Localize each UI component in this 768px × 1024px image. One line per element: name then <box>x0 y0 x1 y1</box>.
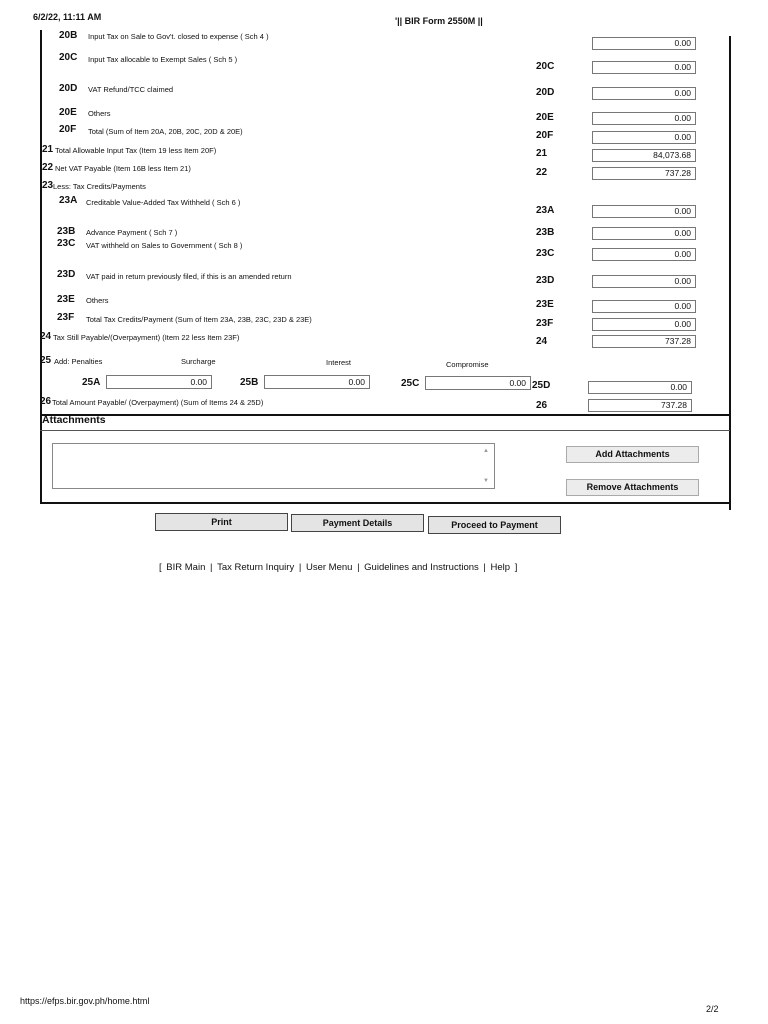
item-23e-number: 23E <box>57 294 75 305</box>
scroll-up-icon[interactable]: ▲ <box>483 448 489 454</box>
footer-nav <box>158 562 518 573</box>
attachments-list[interactable] <box>52 443 495 489</box>
item-23d-field[interactable]: 0.00 <box>592 275 696 288</box>
item-23a-number: 23A <box>59 195 78 206</box>
item-25d-field[interactable]: 0.00 <box>588 381 692 394</box>
item-24-field[interactable]: 737.28 <box>592 335 696 348</box>
item-20c-number: 20C <box>59 52 78 63</box>
item-23-number: 23 <box>42 180 54 191</box>
item-23c-label: VAT withheld on Sales to Government ( Sch 8 ) <box>86 241 243 250</box>
item-25a-code: 25A <box>82 377 101 388</box>
item-20b-label: Input Tax on Sale to Gov't. closed to expense ( Sch 4 ) <box>88 32 269 41</box>
item-22-number: 22 <box>42 162 54 173</box>
add-attachments-button[interactable]: Add Attachments <box>566 446 699 463</box>
item-22-label: Net VAT Payable (Item 16B less Item 21) <box>55 164 191 173</box>
payment-details-button[interactable]: Payment Details <box>291 514 424 532</box>
item-20c-code: 20C <box>536 61 555 72</box>
item-23e-code: 23E <box>536 299 554 310</box>
item-20b-number: 20B <box>59 30 78 41</box>
item-20c-label: Input Tax allocable to Exempt Sales ( Sch 5 ) <box>88 55 238 64</box>
attachments-scrollbar[interactable] <box>482 446 492 486</box>
item-22-field[interactable]: 737.28 <box>592 167 696 180</box>
item-26-field[interactable]: 737.28 <box>588 399 692 412</box>
interest-field[interactable]: 0.00 <box>264 375 370 389</box>
remove-attachments-button[interactable]: Remove Attachments <box>566 479 699 496</box>
item-23b-label: Advance Payment ( Sch 7 ) <box>86 228 178 237</box>
item-20c-field[interactable]: 0.00 <box>592 61 696 74</box>
item-20d-field[interactable]: 0.00 <box>592 87 696 100</box>
item-23b-field[interactable]: 0.00 <box>592 227 696 240</box>
item-21-label: Total Allowable Input Tax (Item 19 less Item 20F) <box>55 146 217 155</box>
item-23a-code: 23A <box>536 205 555 216</box>
nav-separator: | <box>357 562 360 573</box>
item-26-number: 26 <box>40 396 52 407</box>
item-23d-code: 23D <box>536 275 555 286</box>
attachments-header-divider <box>40 430 730 431</box>
item-25b-code: 25B <box>240 377 259 388</box>
item-26-label: Total Amount Payable/ (Overpayment) (Sum of Items 24 & 25D) <box>52 398 264 407</box>
item-23c-field[interactable]: 0.00 <box>592 248 696 261</box>
item-26-code: 26 <box>536 400 548 411</box>
attachments-heading: Attachments <box>42 414 106 426</box>
item-20d-number: 20D <box>59 83 78 94</box>
item-21-code: 21 <box>536 148 548 159</box>
item-20e-code: 20E <box>536 112 554 123</box>
item-23f-code: 23F <box>536 318 554 329</box>
proceed-to-payment-button[interactable]: Proceed to Payment <box>428 516 561 534</box>
item-23a-label: Creditable Value-Added Tax Withheld ( Sch 6 ) <box>86 198 241 207</box>
form-frame-right <box>729 36 731 510</box>
nav-link-help[interactable]: Help <box>490 562 511 573</box>
surcharge-label: Surcharge <box>181 357 216 366</box>
item-23d-label: VAT paid in return previously filed, if this is an amended return <box>86 272 292 281</box>
form-frame-left <box>40 30 42 502</box>
item-23f-label: Total Tax Credits/Payment (Sum of Item 23A, 23B, 23C, 23D & 23E) <box>86 315 312 324</box>
compromise-label: Compromise <box>446 360 489 369</box>
item-23c-number: 23C <box>57 238 76 249</box>
nav-separator: | <box>483 562 486 573</box>
item-21-number: 21 <box>42 144 54 155</box>
item-20e-label: Others <box>88 109 111 118</box>
item-21-field[interactable]: 84,073.68 <box>592 149 696 162</box>
scroll-down-icon[interactable]: ▼ <box>483 478 489 484</box>
item-20e-number: 20E <box>59 107 77 118</box>
nav-link-tax-return-inquiry[interactable]: Tax Return Inquiry <box>217 562 295 573</box>
item-23a-field[interactable]: 0.00 <box>592 205 696 218</box>
surcharge-field[interactable]: 0.00 <box>106 375 212 389</box>
interest-label: Interest <box>326 358 352 367</box>
item-25c-code: 25C <box>401 378 420 389</box>
item-23e-label: Others <box>86 296 109 305</box>
item-20e-field[interactable]: 0.00 <box>592 112 696 125</box>
item-25-label: Add: Penalties <box>54 357 103 366</box>
nav-separator: | <box>298 562 302 573</box>
form-frame-bottom <box>40 502 730 504</box>
item-20d-code: 20D <box>536 87 555 98</box>
attachments-top-divider <box>40 414 730 416</box>
item-23-label: Less: Tax Credits/Payments <box>53 182 146 191</box>
item-23b-code: 23B <box>536 227 555 238</box>
nav-close-bracket: ] <box>514 562 518 573</box>
item-23e-field[interactable]: 0.00 <box>592 300 696 313</box>
item-23d-number: 23D <box>57 269 76 280</box>
page-title: '|| BIR Form 2550M || <box>395 16 483 26</box>
item-24-number: 24 <box>40 331 52 342</box>
print-button[interactable]: Print <box>155 513 288 531</box>
item-20d-label: VAT Refund/TCC claimed <box>88 85 174 94</box>
nav-open-bracket: [ <box>159 562 162 573</box>
item-23b-number: 23B <box>57 226 76 237</box>
item-24-label: Tax Still Payable/(Overpayment) (Item 22 less Item 23F) <box>53 333 240 342</box>
item-23f-field[interactable]: 0.00 <box>592 318 696 331</box>
compromise-field[interactable]: 0.00 <box>425 376 531 390</box>
item-22-code: 22 <box>536 167 548 178</box>
item-20f-code: 20F <box>536 130 554 141</box>
item-25-number: 25 <box>40 355 52 366</box>
nav-separator: | <box>210 562 213 573</box>
item-24-code: 24 <box>536 336 548 347</box>
nav-link-user-menu[interactable]: User Menu <box>305 562 353 573</box>
page-number: 2/2 <box>706 1004 719 1014</box>
item-23c-code: 23C <box>536 248 555 259</box>
item-20f-label: Total (Sum of Item 20A, 20B, 20C, 20D & 20E) <box>88 127 243 136</box>
nav-link-bir-main[interactable]: BIR Main <box>166 562 206 573</box>
print-datetime: 6/2/22, 11:11 AM <box>33 12 102 22</box>
item-20b-field[interactable]: 0.00 <box>592 37 696 50</box>
item-23f-number: 23F <box>57 312 75 323</box>
nav-link-guidelines[interactable]: Guidelines and Instructions <box>364 562 479 573</box>
page-url: https://efps.bir.gov.ph/home.html <box>20 996 150 1006</box>
item-20f-field[interactable]: 0.00 <box>592 131 696 144</box>
item-20f-number: 20F <box>59 124 77 135</box>
item-25d-code: 25D <box>532 380 551 391</box>
